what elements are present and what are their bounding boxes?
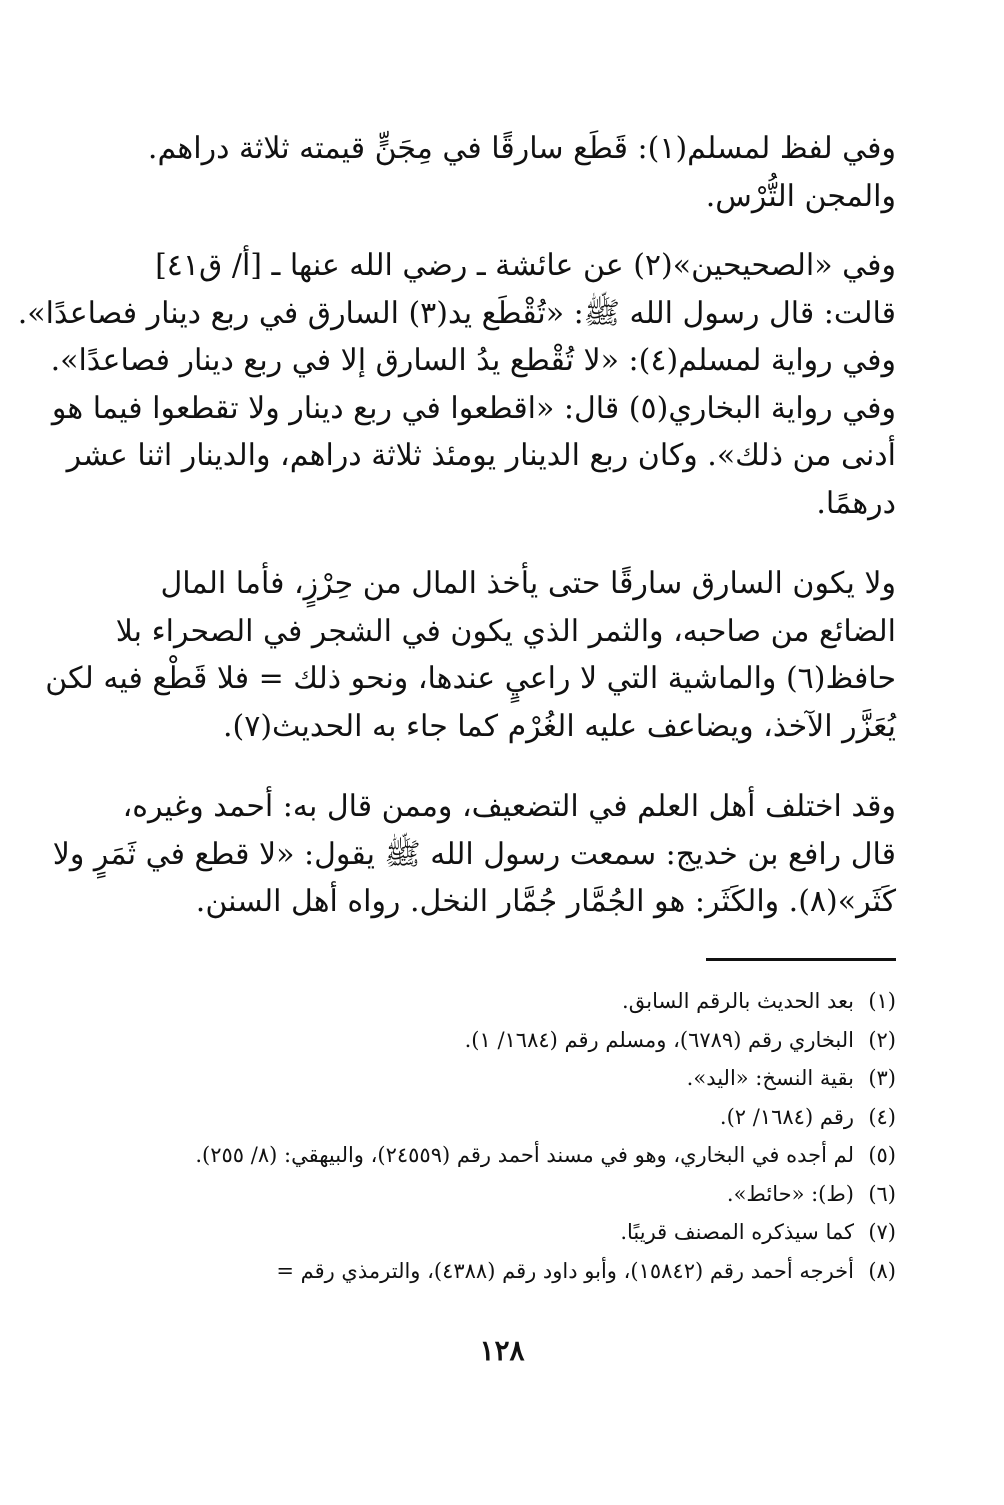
text-line: والمجن التُّرْس. — [705, 178, 896, 214]
footnote-divider — [706, 958, 896, 961]
footnotes — [96, 982, 896, 1290]
footnote-number: (٣) — [868, 1066, 896, 1090]
footnote-number: (٤) — [868, 1104, 896, 1129]
text-line: قالت: قال رسول الله ﷺ: «تُقْطَع يد(٣) السارق في ربع دينار فصاعدًا». — [17, 295, 896, 331]
text-line: الضائع من صاحبه، والثمر الذي يكون في الشجر في الصحراء بلا — [115, 613, 896, 649]
footnote-item — [96, 1136, 896, 1175]
footnote-item — [96, 1213, 896, 1252]
text-line: كَثَر»(٨). والكَثَر: هو الجُمَّار جُمَّار النخل. رواه أهل السنن. — [195, 884, 896, 919]
footnote-text: (ط): «حائط». — [726, 1181, 854, 1206]
text-line: وفي رواية البخاري(٥) قال: «اقطعوا في ربع دينار ولا تقطعوا فيما هو — [51, 390, 896, 426]
paragraph-3 — [45, 560, 896, 750]
text-line: درهمًا. — [816, 485, 896, 521]
footnote-item — [96, 1021, 896, 1060]
text-line: وفي رواية لمسلم(٤): «لا تُقْطع يدُ السارق إلا في ربع دينار فصاعدًا». — [50, 343, 896, 378]
text-line: يُعَزَّر الآخذ، ويضاعف عليه الغُرْم كما جاء به الحديث(٧). — [222, 708, 896, 744]
footnote-text: بقية النسخ: «اليد». — [686, 1066, 854, 1090]
footnote-item — [96, 1252, 896, 1291]
page-number: ١٢٨ — [479, 1334, 525, 1367]
footnote-number: (٢) — [868, 1027, 896, 1052]
footnote-text: كما سيذكره المصنف قريبًا. — [620, 1220, 854, 1244]
text-line: حافظ(٦) والماشية التي لا راعيٍ عندها، ونحو ذلك = فلا قَطْع فيه لكن — [45, 661, 896, 696]
footnote-item — [96, 1059, 896, 1098]
text-line: وفي لفظ لمسلم(١): قَطَع سارقًا في مِجَنٍّ قيمته ثلاثة دراهم. — [147, 131, 896, 166]
footnote-text: أخرجه أحمد رقم (١٥٨٤٢)، وأبو داود رقم (٤٣٨٨)، والترمذي رقم = — [276, 1258, 854, 1283]
footnote-text: رقم (١٦٨٤/ ٢). — [719, 1104, 854, 1129]
footnote-text: البخاري رقم (٦٧٨٩)، ومسلم رقم (١٦٨٤/ ١). — [464, 1027, 854, 1052]
footnote-text: بعد الحديث بالرقم السابق. — [622, 989, 854, 1013]
footnote-number: (٧) — [868, 1220, 896, 1244]
paragraph-1 — [106, 125, 896, 220]
text-line: وقد اختلف أهل العلم في التضعيف، وممن قال به: أحمد وغيره، — [122, 789, 896, 824]
footnote-text: لم أجده في البخاري، وهو في مسند أحمد رقم (٢٤٥٥٩)، والبيهقي: (٨/ ٢٥٥). — [195, 1143, 854, 1167]
text-line: ولا يكون السارق سارقًا حتى يأخذ المال من حِرْزٍ، فأما المال — [160, 566, 896, 601]
footnote-item — [96, 982, 896, 1021]
text-line: أدنى من ذلك». وكان ربع الدينار يومئذ ثلاثة دراهم، والدينار اثنا عشر — [66, 438, 896, 473]
paragraph-4 — [52, 783, 896, 926]
footnote-number: (٥) — [868, 1143, 896, 1167]
footnote-item — [96, 1175, 896, 1214]
text-line: قال رافع بن خديج: سمعت رسول الله ﷺ يقول: «لا قطع في ثَمَرٍ ولا — [52, 836, 896, 872]
footnote-number: (١) — [868, 989, 896, 1013]
footnote-number: (٦) — [868, 1181, 896, 1206]
footnote-item — [96, 1098, 896, 1137]
paragraph-2 — [17, 242, 896, 527]
text-line: وفي «الصحيحين»(٢) عن عائشة ـ رضي الله عنها ـ [أ/ ق٤١] — [155, 248, 896, 283]
footnote-number: (٨) — [868, 1258, 896, 1283]
